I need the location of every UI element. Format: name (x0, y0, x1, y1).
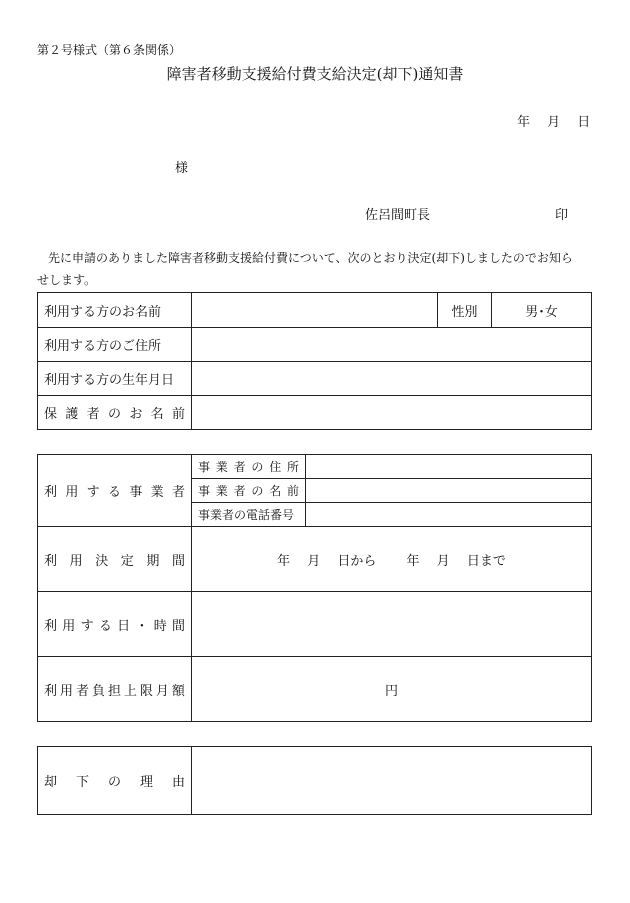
service-table (37, 454, 592, 722)
label-char: の (251, 460, 264, 474)
birthdate-field[interactable] (192, 362, 592, 396)
label-char: 却 (44, 775, 58, 790)
label-char: 額 (171, 683, 185, 699)
label-char: 者 (86, 407, 100, 422)
provider-label-cell (38, 455, 192, 527)
label-char: る (98, 618, 112, 634)
form-number: 第２号様式（第６条関係） (37, 43, 182, 57)
table-row (38, 396, 592, 430)
label-char: 負 (91, 683, 105, 699)
name-field[interactable] (192, 293, 438, 328)
label-char: 決 (95, 553, 109, 569)
label-char: の (251, 484, 264, 498)
label-char: 者 (233, 460, 246, 474)
reason-field[interactable] (192, 747, 592, 815)
table-row (38, 455, 592, 479)
label-char: 限 (139, 683, 153, 699)
provider-address-label (192, 458, 305, 475)
label-char: 由 (171, 775, 185, 790)
name-label: 利用する方のお名前 (38, 293, 192, 328)
body-text-line1: 先に申請のありました障害者移動支援給付費について、次のとおり決定(却下)しましたのでお知ら (48, 251, 573, 265)
table-row (38, 293, 592, 328)
label-char: 業 (215, 484, 228, 498)
label-char: 名 (150, 407, 164, 422)
label-char: 利 (44, 683, 58, 699)
reason-table (37, 746, 592, 815)
label-char: の (107, 407, 121, 422)
label-char: 用 (69, 553, 83, 569)
label-char: 名 (269, 484, 282, 498)
label-char: 事 (129, 485, 143, 500)
sex-label: 性別 (438, 293, 492, 328)
period-label (38, 550, 191, 569)
label-char: 護 (65, 407, 79, 422)
label-char: の (107, 775, 121, 790)
document-title: 障害者移動支援給付費支給決定(却下)通知書 (166, 65, 464, 83)
table-row (38, 747, 592, 815)
guardian-field[interactable] (192, 396, 592, 430)
label-char: る (107, 485, 121, 500)
address-field[interactable] (192, 328, 592, 362)
limit-field[interactable]: 円 (192, 657, 592, 722)
label-char: 時 (153, 618, 167, 634)
guardian-label-cell (38, 396, 192, 430)
label-char: 理 (139, 775, 153, 790)
label-char: 日 (117, 618, 131, 634)
provider-label (38, 481, 191, 500)
provider-phone-field[interactable] (306, 503, 592, 527)
provider-phone-label: 事業者の電話番号 (192, 503, 306, 527)
reason-label-cell (38, 747, 192, 815)
limit-label (38, 680, 191, 699)
label-char: す (80, 618, 94, 634)
label-char: 業 (215, 460, 228, 474)
provider-name-label-cell (192, 479, 306, 503)
provider-address-label-cell (192, 455, 306, 479)
label-char: 用 (62, 618, 76, 634)
label-char: 間 (171, 618, 185, 634)
label-char: 業 (150, 485, 164, 500)
label-char: 利 (44, 618, 58, 634)
label-char: 者 (233, 484, 246, 498)
datetime-label-cell (38, 592, 192, 657)
label-char: ・ (135, 618, 149, 634)
sex-field[interactable]: 男･女 (492, 293, 592, 328)
label-char: 利 (44, 485, 58, 500)
table-row (38, 592, 592, 657)
label-char: 担 (107, 683, 121, 699)
table-row (38, 527, 592, 592)
reason-label (38, 771, 191, 790)
issuer-name: 佐呂間町長 (365, 208, 431, 223)
label-char: 上 (123, 683, 137, 699)
label-char: 所 (286, 460, 299, 474)
label-char: 用 (59, 683, 73, 699)
provider-name-field[interactable] (306, 479, 592, 503)
limit-label-cell (38, 657, 192, 722)
label-char: 期 (146, 553, 160, 569)
label-char: 事 (198, 460, 211, 474)
label-char: 前 (171, 407, 185, 422)
label-char: 前 (286, 484, 299, 498)
label-char: 定 (120, 553, 134, 569)
label-char: 者 (75, 683, 89, 699)
date-line: 年 月 日 (517, 115, 591, 130)
period-label-cell (38, 527, 192, 592)
label-char: 下 (75, 775, 89, 790)
label-char: 者 (171, 485, 185, 500)
label-char: お (129, 407, 143, 422)
datetime-field[interactable] (192, 592, 592, 657)
period-field[interactable]: 年 月 日から 年 月 日まで (192, 527, 592, 592)
datetime-label (38, 615, 191, 634)
label-char: す (86, 485, 100, 500)
label-char: 住 (269, 460, 282, 474)
table-row (38, 328, 592, 362)
guardian-label (38, 403, 191, 422)
label-char: 間 (171, 553, 185, 569)
label-char: 保 (44, 407, 58, 422)
body-text-line2: せします。 (37, 273, 97, 287)
birthdate-label: 利用する方の生年月日 (38, 362, 192, 396)
table-row (38, 657, 592, 722)
seal-mark: 印 (555, 208, 569, 223)
label-char: 月 (155, 683, 169, 699)
applicant-table (37, 292, 592, 430)
label-char: 用 (65, 485, 79, 500)
address-label: 利用する方のご住所 (38, 328, 192, 362)
label-char: 利 (44, 553, 58, 569)
addressee-suffix: 様 (175, 161, 189, 176)
provider-address-field[interactable] (306, 455, 592, 479)
label-char: 事 (198, 484, 211, 498)
table-row (38, 362, 592, 396)
provider-name-label (192, 482, 305, 499)
